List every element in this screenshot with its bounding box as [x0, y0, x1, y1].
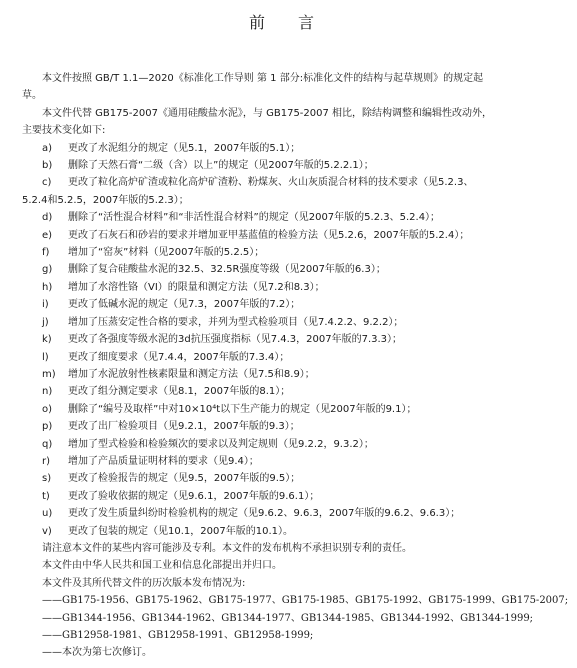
change-item — [22, 366, 562, 383]
change-label: r) — [42, 455, 51, 467]
change-text: 增加了型式检验和检验频次的要求以及判定规则（见9.2.2，9.3.2）； — [68, 438, 374, 450]
note-line: 请注意本文件的某些内容可能涉及专利。本文件的发布机构不承担识别专利的责任。 — [42, 542, 412, 554]
change-text: 更改了低碱水泥的规定（见7.3，2007年版的7.2）； — [68, 299, 301, 311]
change-label: j) — [42, 316, 49, 328]
change-text: 更改了石灰石和砂岩的要求并增加亚甲基蓝值的检验方法（见5.2.6，2007年版的5.2.4）； — [68, 229, 470, 241]
note-line: 本文件及其所代替文件的历次版本发布情况为: — [42, 577, 246, 589]
change-item — [22, 244, 562, 261]
change-label: o) — [42, 403, 53, 415]
change-label: e) — [42, 229, 53, 241]
change-item — [22, 453, 562, 470]
history-line: ——GB1344-1956、GB1344-1962、GB1344-1977、GB1344-1985、GB1344-1992、GB1344-1999; — [42, 612, 534, 624]
change-label: l) — [42, 351, 49, 363]
change-label: n) — [42, 386, 53, 398]
change-text: 更改了粒化高炉矿渣或粒化高炉矿渣粉、粉煤灰、火山灰质混合材料的技术要求（见5.2.3、 — [68, 177, 474, 189]
history-line: ——GB12958-1981、GB12958-1991、GB12958-1999; — [42, 630, 314, 641]
change-label: t) — [42, 490, 50, 502]
document-body — [22, 70, 569, 662]
change-item — [22, 296, 562, 313]
change-text: 更改了检验报告的规定（见9.5，2007年版的9.5）； — [68, 473, 301, 485]
change-text: 删除了复合硅酸盐水泥的32.5、32.5R强度等级（见2007年版的6.3）； — [68, 264, 386, 276]
change-label: a) — [42, 142, 53, 154]
change-text: 更改了各强度等级水泥的3d抗压强度指标（见7.4.3，2007年版的7.3.3）； — [68, 334, 403, 346]
change-text: 增加了水溶性铬（VI）的限量和测定方法（见7.2和8.3）； — [68, 281, 325, 293]
change-text: 删除了“活性混合材料”和“非活性混合材料”的规定（见2007年版的5.2.3、5.2.4）； — [68, 212, 441, 224]
change-item — [22, 523, 562, 540]
change-label: d) — [42, 212, 53, 224]
change-label: i) — [42, 299, 49, 311]
change-text: 增加了产品质量证明材料的要求（见9.4）； — [68, 455, 259, 467]
change-item — [22, 418, 562, 435]
change-item — [22, 140, 562, 157]
change-text: 增加了压蒸安定性合格的要求，并列为型式检验项目（见7.4.2.2、9.2.2）； — [68, 316, 404, 328]
change-label: q) — [42, 438, 53, 450]
change-text: 更改了验收依据的规定（见9.6.1，2007年版的9.6.1）； — [68, 490, 320, 502]
change-item — [22, 331, 562, 348]
change-label: v) — [42, 525, 52, 537]
change-item — [22, 349, 562, 366]
change-item — [22, 401, 562, 418]
change-item — [22, 279, 562, 296]
change-label: s) — [42, 473, 52, 485]
change-label: f) — [42, 247, 50, 259]
change-label: g) — [42, 264, 53, 276]
change-item — [22, 209, 562, 226]
intro-line: 本文件代替 GB175-2007《通用硅酸盐水泥》，与 GB175-2007 相比，除结构调整和编辑性改动外， — [42, 107, 493, 119]
change-item — [22, 488, 562, 505]
change-text: 增加了“窑灰”材料（见2007年版的5.2.5）； — [68, 247, 265, 259]
change-label: p) — [42, 421, 53, 433]
change-item — [22, 227, 562, 244]
change-label: b) — [42, 160, 53, 172]
change-item — [22, 383, 562, 400]
change-text: 更改了发生质量纠纷时检验机构的规定（见9.6.2、9.6.3，2007年版的9.6.2、9.6.3）； — [68, 508, 461, 520]
change-item — [22, 505, 562, 522]
change-label: k) — [42, 334, 52, 346]
change-text: 更改了水泥组分的规定（见5.1，2007年版的5.1）； — [68, 142, 301, 154]
change-label: c) — [42, 177, 52, 189]
change-text: 删除了“编号及取样”中对10×10⁴t以下生产能力的规定（见2007年版的9.1）； — [68, 403, 417, 415]
note-line: 本文件由中华人民共和国工业和信息化部提出并归口。 — [42, 560, 282, 572]
change-continuation: 5.2.4和5.2.5，2007年版的5.2.3）； — [22, 194, 189, 206]
change-text: 更改了包装的规定（见10.1，2007年版的10.1）。 — [68, 525, 293, 537]
change-item — [22, 261, 562, 278]
change-item — [22, 174, 562, 191]
change-item — [22, 470, 562, 487]
intro-line: 草。 — [22, 90, 42, 102]
change-text: 增加了水泥放射性核素限量和测定方法（见7.5和8.9）； — [68, 368, 315, 380]
change-text: 更改了组分测定要求（见8.1，2007年版的8.1）； — [68, 386, 291, 398]
change-item — [22, 314, 562, 331]
change-label: m) — [42, 368, 56, 380]
change-text: 更改了出厂检验项目（见9.2.1，2007年版的9.3）； — [68, 421, 300, 433]
change-item — [22, 157, 562, 174]
page-title: 前 言 — [248, 13, 329, 32]
change-label: h) — [42, 281, 53, 293]
history-line: ——GB175-1956、GB175-1962、GB175-1977、GB175-1985、GB175-1992、GB175-1999、GB175-2007; — [42, 595, 569, 607]
intro-line: 主要技术变化如下: — [22, 125, 106, 137]
history-line: ——本次为第七次修订。 — [42, 647, 152, 659]
change-text: 更改了细度要求（见7.4.4，2007年版的7.3.4）； — [68, 351, 290, 363]
change-label: u) — [42, 508, 53, 520]
change-text: 删除了天然石膏“二级（含）以上”的规定（见2007年版的5.2.2.1）； — [68, 160, 374, 172]
intro-line: 本文件按照 GB/T 1.1—2020《标准化工作导则 第 1 部分:标准化文件的结构与起草规则》的规定起 — [42, 73, 484, 84]
change-item — [22, 436, 562, 453]
